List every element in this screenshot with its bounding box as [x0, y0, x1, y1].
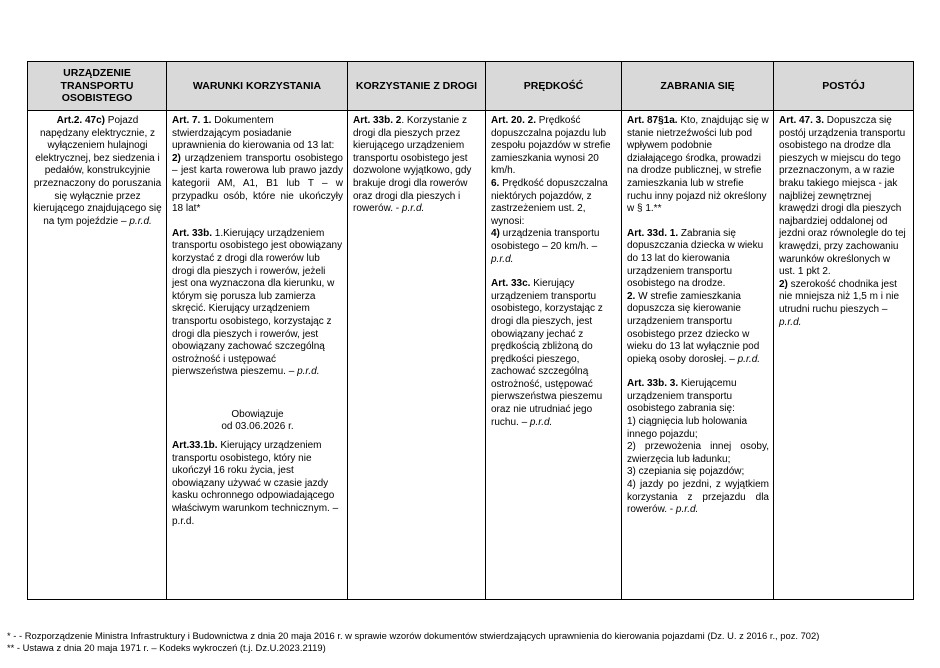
header-speed: PRĘDKOŚĆ [486, 62, 622, 111]
list-item: 4) jazdy po jezdni, z wyjątkiem korzystania z przejazdu dla rowerów. - p.r.d. [627, 479, 769, 516]
art-47-block: Art. 47. 3. Dopuszcza się postój urządzenia transportu osobistego na drodze dla pieszych w miejscu do tego przeznaczonym, a w razie braku takiego miejsca - jak najbliżej zewnętrznej krawędzi drogi dla pieszych najbardziej oddalonej od jezdni oraz równolegle do tej krawędzi, przy zachowaniu warunków określonych w ust. 1 pkt 2. 2) szerokość chodnika jest nie mniejsza niż 1,5 m i nie utrudni ruchu pieszych – p.r.d. [779, 115, 906, 328]
cell-device [28, 111, 167, 600]
regulations-table [27, 61, 914, 600]
device-definition: Art.2. 47c) Pojazd napędzany elektrycznie, z wyłączeniem hulajnogi elektrycznej, bez siedzenia i pedałów, konstrukcyjnie przeznaczony do poruszania się wyłącznie przez kierującego znajdującego się na tym pojeździe – p.r.d. [33, 115, 162, 227]
header-conditions: WARUNKI KORZYSTANIA [167, 62, 348, 111]
art-33b-1-block: Art. 33b. 1.Kierujący urządzeniem transportu osobistego jest obowiązany korzystać z drogi dla rowerów lub drogi dla pieszych i rowerów, jeżeli jest ona wyznaczona dla kierunku, w którym się porusza lub zamierza skręcić. Kierujący urządzeniem transportu osobistego, korzystając z drogi dla pieszych i rowerów, jest obowiązany zachować szczególną ostrożność i ustępować pierwszeństwa pieszemu. – p.r.d. [172, 227, 343, 378]
header-parking: POSTÓJ [774, 62, 914, 111]
list-item: 1) ciągnięcia lub holowania innego pojazdu; [627, 416, 748, 440]
list-item: 3) czepiania się pojazdów; [627, 466, 745, 478]
footnote-2: ** - Ustawa z dnia 20 maja 1971 r. – Kodeks wykroczeń (t.j. Dz.U.2023.2119) [7, 642, 326, 654]
header-road-use: KORZYSTANIE Z DROGI [348, 62, 486, 111]
art-33-1b-block: Art.33.1b. Kierujący urządzeniem transportu osobistego, który nie ukończył 16 roku życia, jest obowiązany używać w czasie jazdy kasku ochronnego odpowiadającego właściwym warunkom technicznym. – p.r.d. [172, 440, 339, 527]
art-33b-3-block: Art. 33b. 3. Kierującemu urządzeniem transportu osobistego zabrania się: 1) ciągnięcia lub holowania innego pojazdu; 2) przewożenia innej osoby, zwierzęcia lub ładunku; 3) czepiania się pojazdów; 4) jazdy po jezdni, z wyjątkiem korzystania z przejazdu dla rowerów. - p.r.d. [627, 378, 769, 516]
header-device: URZĄDZENIE TRANSPORTU OSOBISTEGO [28, 62, 167, 111]
cell-road-use [348, 111, 486, 600]
art-20-block: Art. 20. 2. Prędkość dopuszczalna pojazdu lub zespołu pojazdów w strefie zamieszkania wynosi 20 km/h. 6. Prędkość dopuszczalna niektórych pojazdów, z zastrzeżeniem ust. 2, wynosi: 4) urządzenia transportu osobistego – 20 km/h. – p.r.d. [491, 115, 611, 265]
list-item: 2) przewożenia innej osoby, zwierzęcia lub ładunku; [627, 441, 769, 465]
art-87-block: Art. 87§1a. Kto, znajdując się w stanie nietrzeźwości lub pod wpływem podobnie działającego środka, prowadzi na drodze publicznej, w strefie zamieszkania lub w strefie ruchu inny pojazd niż określony w § 1.** [627, 115, 769, 215]
header-row [28, 62, 914, 111]
art-33d-block: Art. 33d. 1. Zabrania się dopuszczania dziecka w wieku do 13 lat do kierowania urządzeniem transportu osobistego na drodze. 2. W strefie zamieszkania dopuszcza się kierowanie urządzeniem transportu osobistego przez dziecko w wieku do 13 lat wyłącznie pod opieką osoby dorosłej. – p.r.d. [627, 227, 764, 365]
cell-parking [774, 111, 914, 600]
table-row [28, 111, 914, 600]
footnote-1: * - - Rozporządzenie Ministra Infrastruktury i Budownictwa z dnia 20 maja 2016 r. w sprawie wzorów dokumentów stwierdzających uprawnienia do kierowania pojazdami (Dz. U. z 2016 r., poz. 702) [7, 630, 820, 641]
effective-date-note: Obowiązuje od 03.06.2026 r. [221, 408, 294, 433]
cell-conditions [167, 111, 348, 600]
footnotes [7, 630, 819, 655]
art-33c-block: Art. 33c. Kierujący urządzeniem transportu osobistego, korzystając z drogi dla pieszych, jest obowiązany jechać z prędkością zbliżoną do prędkości pieszego, zachować szczególną ostrożność, ustępować pierwszeństwa pieszemu oraz nie utrudniać jego ruchu. – p.r.d. [491, 278, 603, 428]
art-33b-2-block: Art. 33b. 2. Korzystanie z drogi dla pieszych przez kierującego urządzeniem transportu osobistego jest dozwolone wyjątkowo, gdy brakuje drogi dla rowerów oraz drogi dla pieszych i rowerów. - p.r.d. [353, 115, 472, 215]
cell-speed [486, 111, 622, 600]
header-prohibited: ZABRANIA SIĘ [622, 62, 774, 111]
cell-prohibited [622, 111, 774, 600]
art-7-block: Art. 7. 1. Dokumentem stwierdzającym posiadanie uprawnienia do kierowania od 13 lat: 2) urządzeniem transportu osobistego – jest karta rowerowa lub prawo jazdy kategorii AM, A1, B1 lub T – w przypadku osób, które nie ukończyły 18 lat* [172, 115, 343, 215]
